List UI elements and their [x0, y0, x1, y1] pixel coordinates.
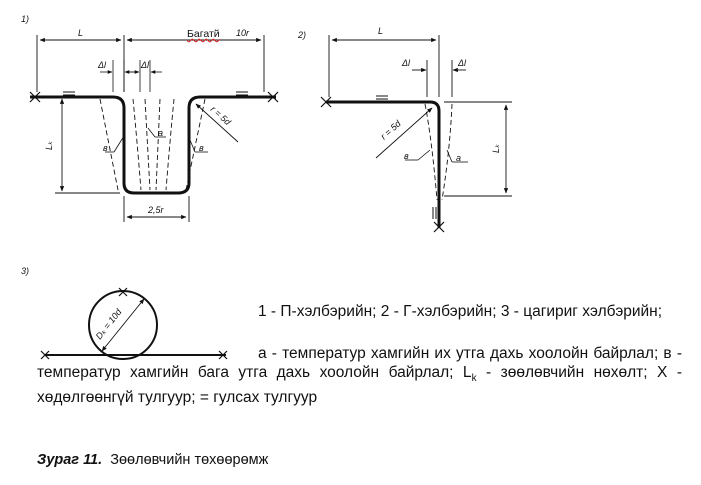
leader-lines — [105, 128, 208, 152]
figure-caption — [37, 452, 268, 468]
label-b-2: в — [404, 151, 409, 161]
dim-delta-l-left: Δl — [98, 60, 107, 70]
dim-Lk-label: Lₖ — [44, 141, 54, 150]
legend-note-shapes — [258, 302, 682, 321]
pipe-l-shape — [326, 102, 439, 228]
panel-2-number: 2) — [298, 30, 307, 40]
dim-r5d-label: r = 5d — [208, 104, 233, 128]
dimension-delta-l — [100, 60, 162, 92]
dim-delta-l-left-2: Δl — [402, 58, 411, 68]
dim-D-label: Dₖ = 10d — [93, 307, 124, 342]
panel-3-number: 3) — [21, 266, 30, 276]
misspelled-word: Багатй — [187, 28, 220, 40]
dim-10r-label: 10r — [236, 28, 250, 38]
caption-label: Зураг 11. — [37, 452, 103, 468]
dimension-top — [37, 35, 264, 92]
dim-Lk-label-2: Lₖ — [491, 144, 501, 153]
dim-L-label-2: L — [378, 26, 384, 36]
label-a-2: a — [456, 153, 462, 163]
legend-line-2 — [37, 344, 682, 407]
dimension-top-2 — [329, 35, 466, 97]
editor-overlay-word — [187, 28, 220, 40]
dim-delta-l-right-2: Δl — [458, 58, 467, 68]
legend-line-2-b: - зөөлөвчийн нөхөлт; X - хөдөлгөөнгүй тулгуур; = гулсах тулгуур — [37, 364, 682, 407]
caption-text: Зөөлөвчийн төхөөрөмж — [110, 452, 269, 468]
panel-2-l-shaped-compensator — [297, 26, 512, 232]
legend-line-1: 1 - П-хэлбэрийн; 2 - Г-хэлбэрийн; 3 - цагириг хэлбэрийн; — [258, 303, 663, 320]
dimension-Lk — [55, 99, 120, 193]
legend-line-2-a: а - температур хамгийн их утга дахь хоолойн байрлал; в - температур хамгийн бага утга дахь хоолойн байрлал; L — [37, 345, 682, 381]
legend-note-positions — [37, 344, 682, 407]
dim-delta-l-right: Δl — [141, 60, 150, 70]
pipe-u-shape — [30, 97, 276, 193]
label-a: a — [158, 128, 164, 138]
panel-1-u-shaped-compensator — [21, 14, 278, 222]
dim-L-label: L — [78, 28, 84, 38]
panel-1-number: 1) — [21, 14, 30, 24]
dimension-Lk-2 — [444, 102, 512, 196]
label-b-left: в — [103, 143, 108, 153]
sliding-support — [63, 92, 248, 95]
legend-line-2-sub: k — [471, 373, 477, 385]
dim-r5d-label-2: r = 5d — [378, 118, 403, 142]
label-b-right: в — [199, 143, 204, 153]
dim-2-5r-label: 2,5r — [148, 205, 164, 215]
